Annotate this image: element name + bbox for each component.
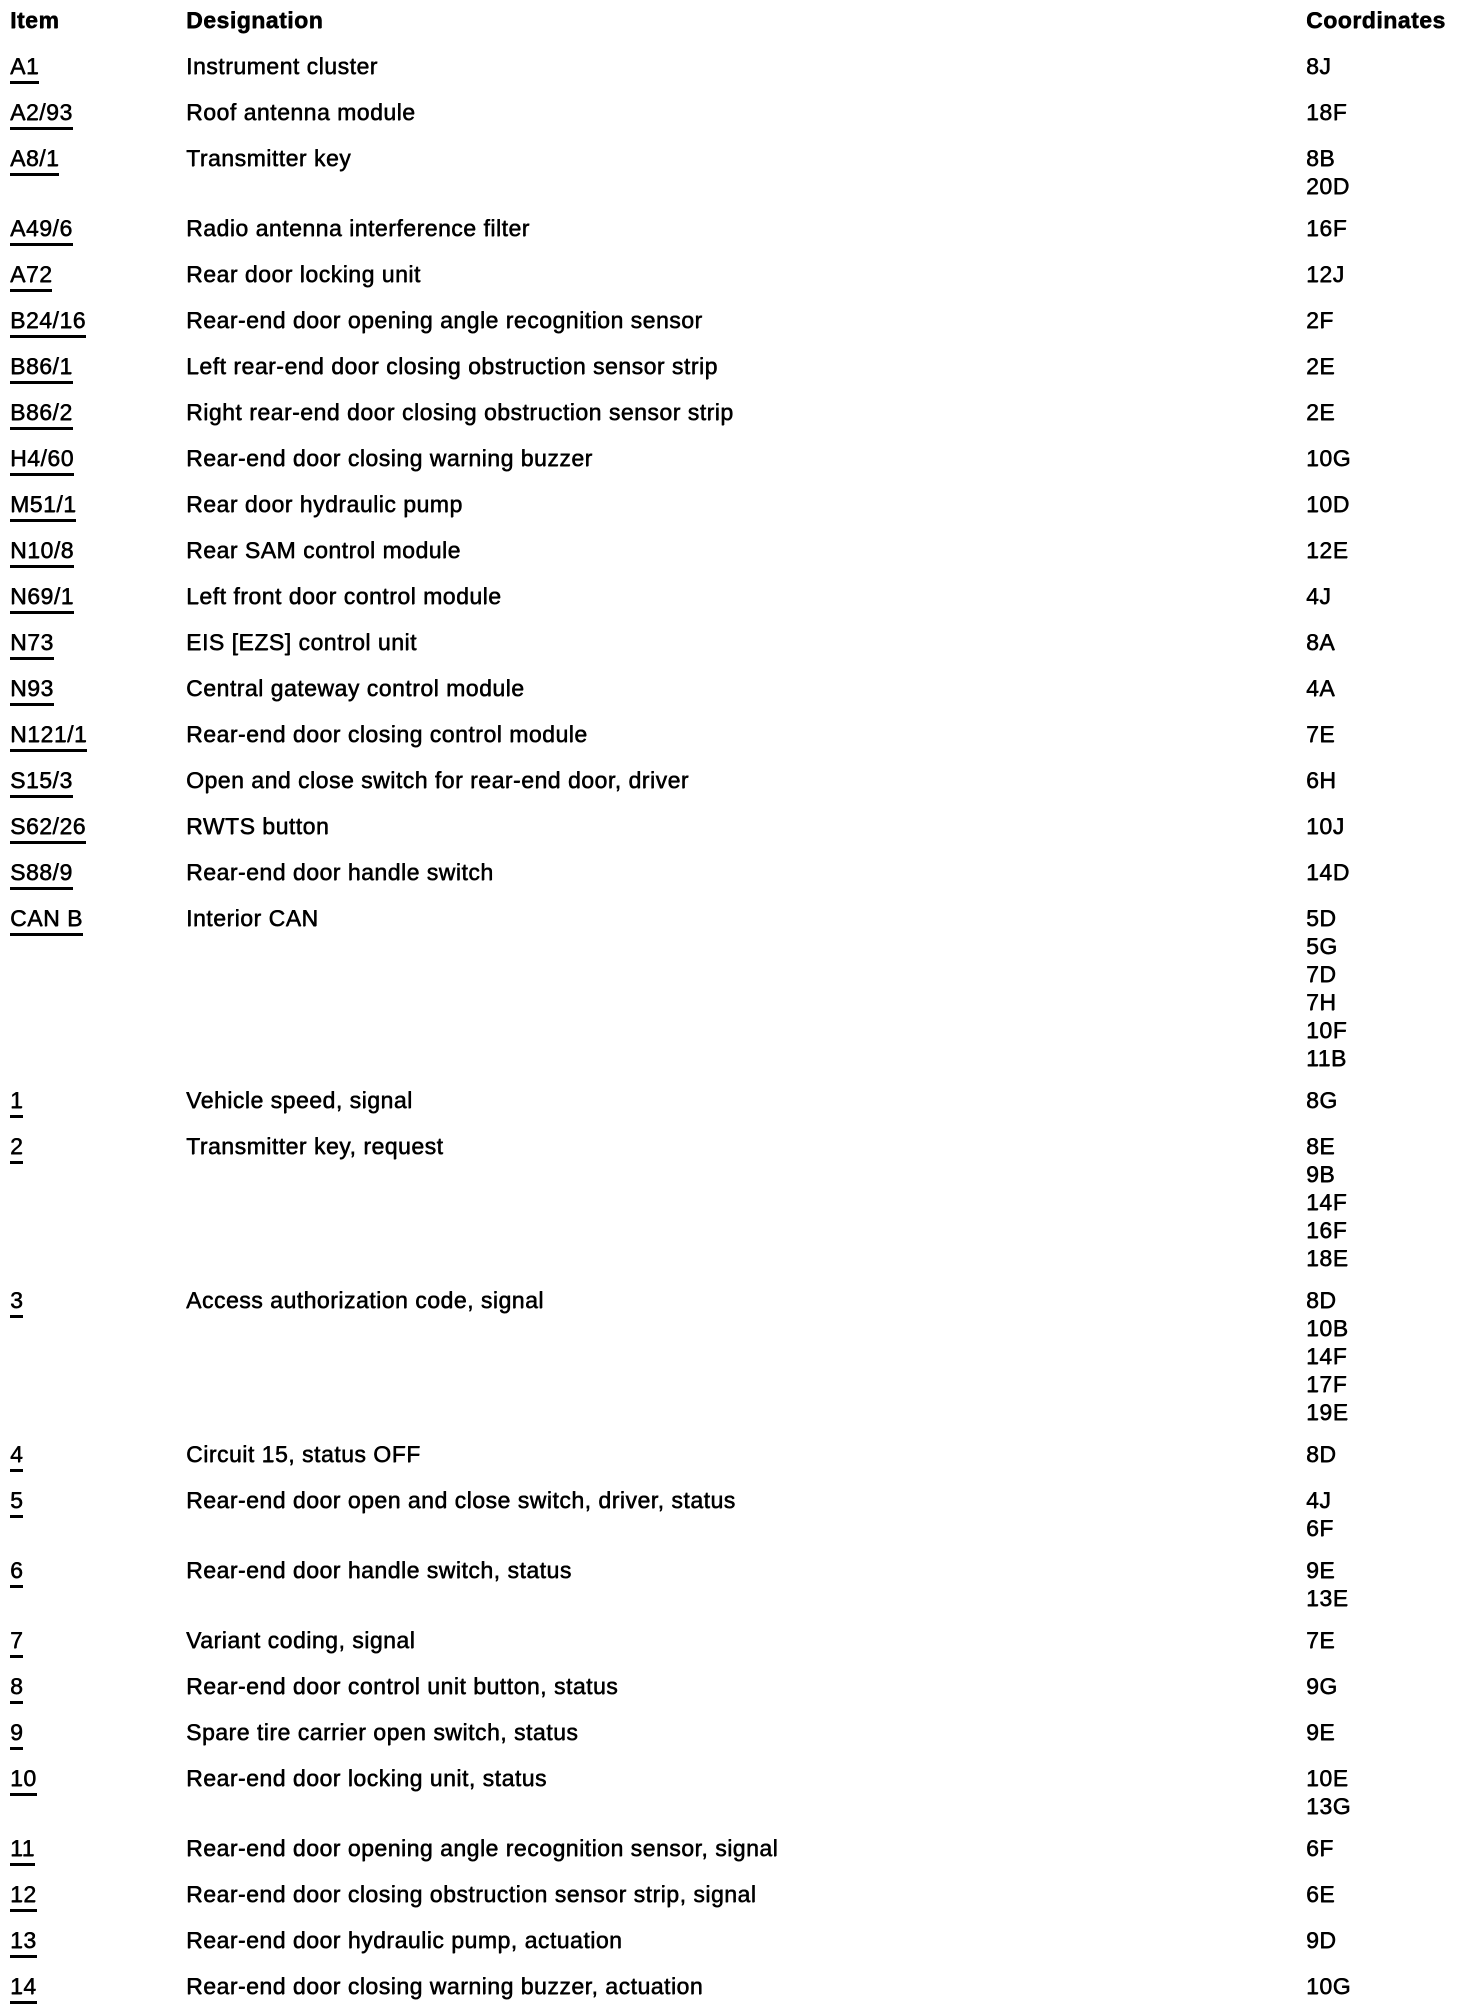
designation-cell: Access authorization code, signal bbox=[186, 1287, 544, 1313]
item-cell bbox=[10, 1926, 186, 1958]
item-cell bbox=[10, 306, 186, 338]
coordinate-value: 4J bbox=[1306, 583, 1332, 609]
designation-cell: Rear SAM control module bbox=[186, 537, 461, 563]
designation-cell: Rear-end door closing obstruction sensor strip, signal bbox=[186, 1881, 757, 1907]
designation-cell: Rear-end door opening angle recognition sensor, signal bbox=[186, 1835, 779, 1861]
item-cell bbox=[10, 214, 186, 246]
table-row bbox=[10, 674, 1464, 706]
item-code: 13 bbox=[10, 1926, 37, 1958]
table-row bbox=[10, 582, 1464, 614]
table-row bbox=[10, 52, 1464, 84]
coordinates-cell bbox=[1306, 1972, 1464, 2000]
table-row bbox=[10, 98, 1464, 130]
designation-cell: Left front door control module bbox=[186, 583, 502, 609]
item-cell bbox=[10, 1132, 186, 1164]
coordinates-cell bbox=[1306, 1926, 1464, 1954]
column-header-item: Item bbox=[10, 7, 60, 33]
table-row bbox=[10, 1672, 1464, 1704]
coordinate-value: 8J bbox=[1306, 53, 1332, 79]
item-cell bbox=[10, 1972, 186, 2004]
coordinates-cell bbox=[1306, 1718, 1464, 1746]
designation-cell: Rear-end door closing control module bbox=[186, 721, 588, 747]
coordinates-cell bbox=[1306, 490, 1464, 518]
table-row bbox=[10, 444, 1464, 476]
coordinate-value: 6F bbox=[1306, 1835, 1334, 1861]
coordinate-value: 9E bbox=[1306, 1557, 1336, 1583]
designation-cell: Rear-end door handle switch bbox=[186, 859, 494, 885]
item-code: 10 bbox=[10, 1764, 37, 1796]
item-cell bbox=[10, 536, 186, 568]
table-row bbox=[10, 260, 1464, 292]
coordinate-value: 5G bbox=[1306, 933, 1338, 959]
designation-cell: Instrument cluster bbox=[186, 53, 378, 79]
coordinates-cell bbox=[1306, 1286, 1464, 1426]
item-cell bbox=[10, 674, 186, 706]
coordinates-cell bbox=[1306, 628, 1464, 656]
item-code: 4 bbox=[10, 1440, 23, 1472]
coordinate-value: 7E bbox=[1306, 1627, 1336, 1653]
designation-cell: Rear door locking unit bbox=[186, 261, 421, 287]
designation-cell: Radio antenna interference filter bbox=[186, 215, 530, 241]
item-code: A2/93 bbox=[10, 98, 73, 130]
item-code: CAN B bbox=[10, 904, 83, 936]
coordinates-cell bbox=[1306, 536, 1464, 564]
item-cell bbox=[10, 1626, 186, 1658]
coordinate-value: 14F bbox=[1306, 1343, 1348, 1369]
item-cell bbox=[10, 1440, 186, 1472]
designation-cell: Variant coding, signal bbox=[186, 1627, 416, 1653]
designation-cell: Rear door hydraulic pump bbox=[186, 491, 463, 517]
item-code: 8 bbox=[10, 1672, 23, 1704]
coordinate-value: 4J bbox=[1306, 1487, 1332, 1513]
coordinates-cell bbox=[1306, 1086, 1464, 1114]
item-code: S15/3 bbox=[10, 766, 73, 798]
item-code: 12 bbox=[10, 1880, 37, 1912]
designation-cell: Transmitter key, request bbox=[186, 1133, 444, 1159]
coordinates-cell bbox=[1306, 98, 1464, 126]
coordinates-cell bbox=[1306, 1556, 1464, 1612]
table-row bbox=[10, 1972, 1464, 2004]
item-code: A72 bbox=[10, 260, 52, 292]
item-cell bbox=[10, 1718, 186, 1750]
designation-cell: Rear-end door control unit button, status bbox=[186, 1673, 619, 1699]
item-cell bbox=[10, 1672, 186, 1704]
item-code: N121/1 bbox=[10, 720, 87, 752]
table-row bbox=[10, 628, 1464, 660]
coordinates-cell bbox=[1306, 720, 1464, 748]
item-cell bbox=[10, 444, 186, 476]
table-row bbox=[10, 1718, 1464, 1750]
item-code: M51/1 bbox=[10, 490, 76, 522]
item-code: A1 bbox=[10, 52, 39, 84]
coordinates-cell bbox=[1306, 766, 1464, 794]
coordinate-value: 8E bbox=[1306, 1133, 1336, 1159]
coordinate-value: 16F bbox=[1306, 1217, 1348, 1243]
legend-table-body bbox=[10, 52, 1464, 2004]
coordinate-value: 14F bbox=[1306, 1189, 1348, 1215]
coordinate-value: 2E bbox=[1306, 353, 1336, 379]
coordinates-cell bbox=[1306, 1764, 1464, 1820]
coordinate-value: 9D bbox=[1306, 1927, 1337, 1953]
coordinate-value: 19E bbox=[1306, 1399, 1349, 1425]
item-code: 3 bbox=[10, 1286, 23, 1318]
coordinates-cell bbox=[1306, 582, 1464, 610]
designation-cell: Roof antenna module bbox=[186, 99, 416, 125]
item-code: B24/16 bbox=[10, 306, 86, 338]
coordinate-value: 18E bbox=[1306, 1245, 1349, 1271]
table-row bbox=[10, 812, 1464, 844]
coordinate-value: 8D bbox=[1306, 1287, 1337, 1313]
item-cell bbox=[10, 490, 186, 522]
coordinates-cell bbox=[1306, 260, 1464, 288]
item-code: S62/26 bbox=[10, 812, 86, 844]
designation-cell: RWTS button bbox=[186, 813, 330, 839]
item-code: B86/1 bbox=[10, 352, 73, 384]
item-cell bbox=[10, 904, 186, 936]
table-row bbox=[10, 1286, 1464, 1426]
coordinates-cell bbox=[1306, 1834, 1464, 1862]
item-cell bbox=[10, 52, 186, 84]
item-cell bbox=[10, 1556, 186, 1588]
table-row bbox=[10, 536, 1464, 568]
item-cell bbox=[10, 98, 186, 130]
table-row bbox=[10, 398, 1464, 430]
coordinate-value: 2F bbox=[1306, 307, 1334, 333]
coordinate-value: 16F bbox=[1306, 215, 1348, 241]
table-row bbox=[10, 306, 1464, 338]
coordinates-cell bbox=[1306, 444, 1464, 472]
item-cell bbox=[10, 1486, 186, 1518]
table-row bbox=[10, 720, 1464, 752]
coordinate-value: 10G bbox=[1306, 1973, 1351, 1999]
coordinate-value: 10E bbox=[1306, 1765, 1349, 1791]
coordinate-value: 2E bbox=[1306, 399, 1336, 425]
coordinates-cell bbox=[1306, 398, 1464, 426]
item-code: S88/9 bbox=[10, 858, 73, 890]
coordinates-cell bbox=[1306, 812, 1464, 840]
item-code: H4/60 bbox=[10, 444, 74, 476]
coordinates-cell bbox=[1306, 1132, 1464, 1272]
designation-cell: Central gateway control module bbox=[186, 675, 525, 701]
coordinate-value: 18F bbox=[1306, 99, 1348, 125]
coordinate-value: 8D bbox=[1306, 1441, 1337, 1467]
coordinate-value: 7E bbox=[1306, 721, 1336, 747]
item-cell bbox=[10, 398, 186, 430]
coordinate-value: 12E bbox=[1306, 537, 1349, 563]
item-code: 7 bbox=[10, 1626, 23, 1658]
designation-cell: Left rear-end door closing obstruction sensor strip bbox=[186, 353, 718, 379]
designation-cell: Spare tire carrier open switch, status bbox=[186, 1719, 579, 1745]
coordinates-cell bbox=[1306, 306, 1464, 334]
coordinate-value: 17F bbox=[1306, 1371, 1348, 1397]
item-code: N73 bbox=[10, 628, 54, 660]
item-cell bbox=[10, 582, 186, 614]
coordinates-cell bbox=[1306, 904, 1464, 1072]
table-header-row bbox=[10, 6, 1464, 34]
item-cell bbox=[10, 1880, 186, 1912]
designation-cell: Open and close switch for rear-end door, driver bbox=[186, 767, 689, 793]
coordinate-value: 10G bbox=[1306, 445, 1351, 471]
item-cell bbox=[10, 628, 186, 660]
item-cell bbox=[10, 352, 186, 384]
designation-cell: Interior CAN bbox=[186, 905, 319, 931]
table-row bbox=[10, 214, 1464, 246]
designation-cell: Rear-end door handle switch, status bbox=[186, 1557, 572, 1583]
coordinate-value: 8A bbox=[1306, 629, 1336, 655]
item-code: 2 bbox=[10, 1132, 23, 1164]
coordinate-value: 9G bbox=[1306, 1673, 1338, 1699]
coordinate-value: 9B bbox=[1306, 1161, 1336, 1187]
designation-cell: Rear-end door hydraulic pump, actuation bbox=[186, 1927, 623, 1953]
coordinate-value: 10D bbox=[1306, 491, 1350, 517]
table-row bbox=[10, 352, 1464, 384]
coordinates-cell bbox=[1306, 674, 1464, 702]
item-code: N69/1 bbox=[10, 582, 74, 614]
coordinates-cell bbox=[1306, 1486, 1464, 1542]
coordinate-value: 11B bbox=[1306, 1045, 1347, 1071]
table-row bbox=[10, 490, 1464, 522]
coordinate-value: 5D bbox=[1306, 905, 1337, 931]
designation-cell: Rear-end door open and close switch, driver, status bbox=[186, 1487, 736, 1513]
designation-cell: Right rear-end door closing obstruction sensor strip bbox=[186, 399, 734, 425]
table-row bbox=[10, 1486, 1464, 1542]
item-cell bbox=[10, 260, 186, 292]
table-row bbox=[10, 1880, 1464, 1912]
item-code: 1 bbox=[10, 1086, 23, 1118]
coordinates-cell bbox=[1306, 1672, 1464, 1700]
coordinates-cell bbox=[1306, 214, 1464, 242]
table-row bbox=[10, 1926, 1464, 1958]
item-code: 11 bbox=[10, 1834, 35, 1866]
table-row bbox=[10, 1556, 1464, 1612]
coordinate-value: 10J bbox=[1306, 813, 1345, 839]
item-code: 6 bbox=[10, 1556, 23, 1588]
table-row bbox=[10, 1764, 1464, 1820]
table-row bbox=[10, 1086, 1464, 1118]
designation-cell: Rear-end door closing warning buzzer bbox=[186, 445, 593, 471]
coordinate-value: 13G bbox=[1306, 1793, 1351, 1819]
coordinate-value: 7D bbox=[1306, 961, 1337, 987]
item-cell bbox=[10, 1764, 186, 1796]
table-row bbox=[10, 858, 1464, 890]
coordinates-cell bbox=[1306, 1440, 1464, 1468]
designation-cell: Transmitter key bbox=[186, 145, 352, 171]
designation-cell: EIS [EZS] control unit bbox=[186, 629, 417, 655]
designation-cell: Rear-end door locking unit, status bbox=[186, 1765, 547, 1791]
item-code: 5 bbox=[10, 1486, 23, 1518]
table-row bbox=[10, 1626, 1464, 1658]
coordinate-value: 20D bbox=[1306, 173, 1350, 199]
table-row bbox=[10, 766, 1464, 798]
item-cell bbox=[10, 812, 186, 844]
coordinate-value: 4A bbox=[1306, 675, 1336, 701]
table-row bbox=[10, 1834, 1464, 1866]
coordinates-cell bbox=[1306, 52, 1464, 80]
coordinates-cell bbox=[1306, 1880, 1464, 1908]
coordinate-value: 8G bbox=[1306, 1087, 1338, 1113]
item-cell bbox=[10, 144, 186, 176]
coordinate-value: 9E bbox=[1306, 1719, 1336, 1745]
item-cell bbox=[10, 766, 186, 798]
item-code: 9 bbox=[10, 1718, 23, 1750]
coordinate-value: 8B bbox=[1306, 145, 1336, 171]
designation-cell: Rear-end door closing warning buzzer, actuation bbox=[186, 1973, 704, 1999]
coordinate-value: 12J bbox=[1306, 261, 1345, 287]
item-code: A49/6 bbox=[10, 214, 73, 246]
item-cell bbox=[10, 1286, 186, 1318]
coordinate-value: 6E bbox=[1306, 1881, 1336, 1907]
item-code: N93 bbox=[10, 674, 54, 706]
item-code: N10/8 bbox=[10, 536, 74, 568]
column-header-designation: Designation bbox=[186, 7, 324, 33]
table-row bbox=[10, 1132, 1464, 1272]
item-cell bbox=[10, 720, 186, 752]
item-cell bbox=[10, 858, 186, 890]
table-row bbox=[10, 144, 1464, 200]
coordinate-value: 6H bbox=[1306, 767, 1337, 793]
coordinate-value: 10F bbox=[1306, 1017, 1348, 1043]
table-row bbox=[10, 904, 1464, 1072]
designation-cell: Vehicle speed, signal bbox=[186, 1087, 413, 1113]
column-header-coordinates: Coordinates bbox=[1306, 7, 1446, 33]
coordinates-cell bbox=[1306, 352, 1464, 380]
item-code: A8/1 bbox=[10, 144, 59, 176]
coordinate-value: 14D bbox=[1306, 859, 1350, 885]
coordinates-cell bbox=[1306, 1626, 1464, 1654]
designation-cell: Rear-end door opening angle recognition sensor bbox=[186, 307, 703, 333]
item-code: B86/2 bbox=[10, 398, 73, 430]
coordinate-value: 13E bbox=[1306, 1585, 1349, 1611]
designation-cell: Circuit 15, status OFF bbox=[186, 1441, 421, 1467]
item-cell bbox=[10, 1086, 186, 1118]
coordinate-value: 7H bbox=[1306, 989, 1337, 1015]
coordinate-value: 6F bbox=[1306, 1515, 1334, 1541]
coordinates-cell bbox=[1306, 144, 1464, 200]
coordinate-value: 10B bbox=[1306, 1315, 1349, 1341]
item-cell bbox=[10, 1834, 186, 1866]
table-row bbox=[10, 1440, 1464, 1472]
coordinates-cell bbox=[1306, 858, 1464, 886]
item-code: 14 bbox=[10, 1972, 37, 2004]
